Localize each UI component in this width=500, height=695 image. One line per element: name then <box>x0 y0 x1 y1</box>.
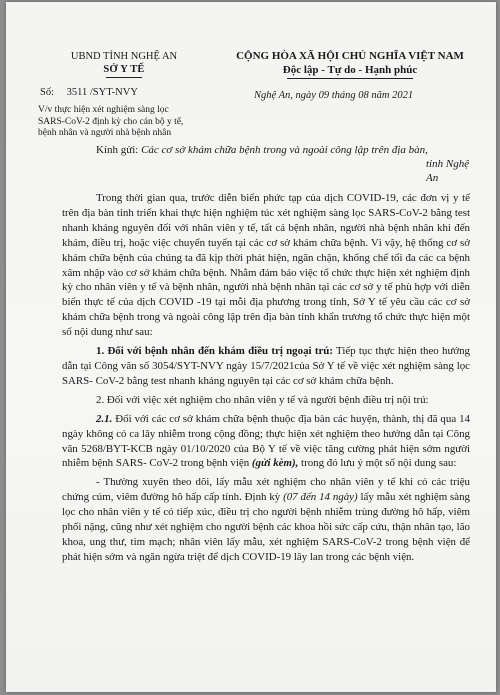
recipient-label: Kính gửi: <box>96 144 139 156</box>
item-2-1-text: Đối với các cơ sở khám chữa bệnh thuộc địa bàn các huyện, thành, thị đã qua 14 ngày không có ca lây nhiễm trong cộng đồng; thực hiện xét nghiệm theo hướng dẫn tại Công văn 5268/BYT-KCB ngày 01/10/2020 của Bộ Y tế về việc tăng cường phát hiện sớm người nhiễm bệnh SARS- CoV-2 trong bệnh viện <box>62 412 470 470</box>
item-2-1-paragraph <box>62 412 470 472</box>
recipient-line-1: Các cơ sở khám chữa bệnh trong và ngoài công lập trên địa bàn, <box>141 144 428 156</box>
item-1-heading: 1. Đối với bệnh nhân đến khám điều trị ngoại trú: <box>96 345 333 358</box>
item-2-1-tail: trong đó lưu ý một số nội dung sau: <box>298 457 457 470</box>
number-value: 3511 <box>66 87 88 98</box>
item-1-paragraph <box>62 344 470 389</box>
document-number <box>40 87 138 98</box>
number-label: Số: <box>40 87 55 98</box>
date-month-label: tháng <box>331 90 356 101</box>
date-month: 08 <box>358 90 369 101</box>
issuer-underline <box>106 77 142 78</box>
item-2-1-heading: 2.1. <box>96 412 113 425</box>
date-day: 09 <box>318 90 330 101</box>
document-body <box>62 191 470 569</box>
number-suffix: /SYT-NVY <box>89 87 138 98</box>
item-2-heading: 2. Đối với việc xét nghiệm cho nhân viên y tế và người bệnh điều trị nội trú: <box>96 393 429 406</box>
item-1-text: Tiếp tục thực hiện theo hướng dẫn tại Công văn số 3054/SYT-NVY ngày 15/7/2021của Sở Y tế về việc xét nghiệm sàng lọc SARS- CoV-2 bằng test nhanh kháng nguyên tại các cơ sở khám chữa bệnh. <box>62 345 470 387</box>
nation-title: CỘNG HÒA XÃ HỘI CHỦ NGHĨA VIỆT NAM <box>236 50 464 62</box>
issuer-org: UBND TỈNH NGHỆ AN <box>70 51 178 62</box>
motto-underline <box>287 78 413 79</box>
recipient-line-2: tỉnh Nghệ An <box>426 158 470 184</box>
bullet-interval: (07 đến 14 ngày) <box>280 491 358 504</box>
item-2-1-attachment-note: (gửi kèm), <box>249 457 299 470</box>
issue-date <box>254 90 413 101</box>
bullet-paragraph <box>62 475 470 564</box>
issuer-department: SỞ Y TẾ <box>103 64 145 75</box>
national-header <box>218 49 482 79</box>
intro-paragraph: Trong thời gian qua, trước diễn biến phức tạp của dịch COVID-19, các đơn vị y tế trên địa bàn tỉnh triển khai thực hiện nghiệm túc xét nghiệm sàng lọc SARS-CoV-2 bằng test nhanh kháng nguyên đối với nhân viên y tế, tất cả bệnh nhân, người nhà bệnh nhân khi đến khám, điều trị, hoặc việc chuyển tuyến tại các cơ sở khám chữa bệnh. Vì vậy, hệ thống cơ sở khám chữa bệnh của chúng ta đã kịp thời phát hiện, ngăn chặn, khống chế tối đa các ca bệnh xâm nhập vào cơ sở khám chữa bệnh. Nhằm đảm bảo việc tổ chức thực hiện xét nghiệm định kỳ cho nhân viên y tế và bệnh nhân, người nhà bệnh nhân tại các cơ sở y tế phù hợp với diễn biến thực tế của dịch COVID -19 tại mỗi địa phương trong tỉnh, Sở Y tế yêu cầu các cơ sở khám chữa bệnh trong và ngoài công lập trên địa bàn tỉnh khẩn trương tổ chức thực hiện một số nội dung như sau: <box>62 192 470 339</box>
bullet-text-a: - Thường xuyên theo dõi, lấy mẫu xét nghiệm cho nhân viên y tế khi có các triệu chứng cúm, viêm đường hô hấp cấp tính. Định kỳ <box>62 476 470 504</box>
date-year: năm 2021 <box>371 90 414 101</box>
document-page <box>6 2 496 692</box>
document-subject: V/v thực hiện xét nghiệm sàng lọc SARS-CoV-2 định kỳ cho cán bộ y tế, bệnh nhân và người nhà bệnh nhân <box>38 105 184 138</box>
issuer-header <box>64 50 184 78</box>
date-prefix: Nghệ An, ngày <box>254 90 316 101</box>
recipient-block <box>96 143 476 185</box>
bullet-text-b: lấy mẫu xét nghiệm sàng lọc cho nhân viên y tế có tiếp xúc, điều trị cho người bệnh nhiễm trùng đường hô hấp, viêm phổi nặng, cũng như xét nghiệm cho người bệnh các khoa hồi sức cấp cứu, thận nhân tạo, lão khoa, ung thư, tim mạch; nhân viên lấy mẫu, xét nghiệm SARS-CoV-2 trong bệnh viện để phát hiện sớm và ngăn ngừa triệt để dịch COVID-19 lây lan trong các bệnh viện. <box>62 491 471 563</box>
national-motto: Độc lập - Tự do - Hạnh phúc <box>282 64 418 76</box>
